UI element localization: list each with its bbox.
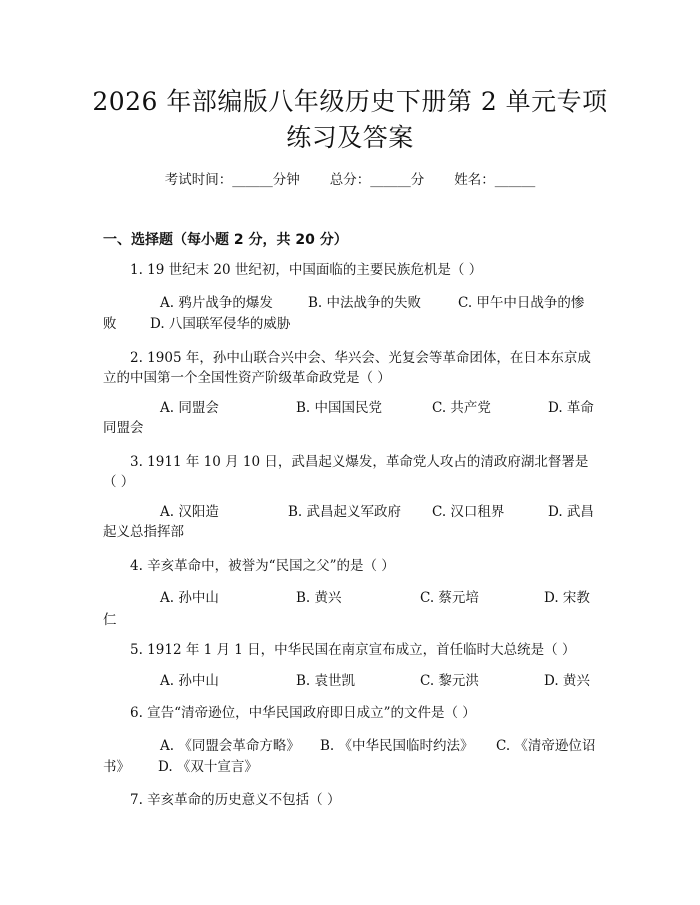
option-c: C. 《清帝逊位诏 [496, 738, 596, 754]
option-a: A. 汉阳造 [160, 504, 219, 520]
option-a: A. 《同盟会革命方略》 [160, 738, 300, 754]
option-d: D. 黄兴 [544, 673, 590, 689]
question-stem-continued: （ ） [103, 474, 135, 490]
name-label: 姓名： [454, 172, 495, 188]
option-d: D. 武昌 [548, 504, 594, 520]
section-heading: 一、选择题（每小题 2 分，共 20 分） [103, 232, 348, 248]
option-d: D. 《双十宣言》 [158, 759, 258, 775]
question-stem: 7. 辛亥革命的历史意义不包括（ ） [130, 792, 341, 808]
option-b: B. 中国国民党 [296, 400, 383, 416]
option-c: C. 蔡元培 [420, 590, 479, 606]
question-stem: 2. 1905 年，孙中山联合兴中会、华兴会、光复会等革命团体，在日本东京成 [130, 350, 591, 366]
exam-info [0, 168, 700, 188]
option-b: B. 袁世凯 [296, 673, 356, 689]
option-wrap: 同盟会 [103, 420, 144, 436]
option-c: C. 共产党 [432, 400, 491, 416]
option-wrap: 书》 [103, 759, 130, 775]
option-wrap: 起义总指挥部 [103, 524, 184, 540]
option-a: A. 鸦片战争的爆发 [160, 295, 273, 311]
document-title-line1: 2026 年部编版八年级历史下册第 2 单元专项 [92, 87, 608, 116]
option-b: B. 武昌起义军政府 [288, 504, 402, 520]
question-stem: 6. 宣告“清帝逊位，中华民国政府即日成立”的文件是（ ） [130, 705, 476, 721]
score-blank: ______ [370, 172, 411, 188]
option-wrap: 败 [103, 316, 117, 332]
option-wrap: 仁 [103, 612, 117, 628]
option-d: D. 宋教 [544, 590, 590, 606]
question-stem: 3. 1911 年 10 月 10 日，武昌起义爆发，革命党人攻占的清政府湖北督署是 [130, 454, 589, 470]
option-c: C. 甲午中日战争的惨 [458, 295, 585, 311]
question-stem: 5. 1912 年 1 月 1 日，中华民国在南京宣布成立，首任临时大总统是（ ） [130, 642, 576, 658]
option-d: D. 革命 [548, 400, 594, 416]
document-title-line2: 练习及答案 [286, 123, 414, 152]
score-unit: 分 [410, 172, 425, 188]
name-blank: ______ [494, 172, 536, 188]
option-a: A. 同盟会 [160, 400, 219, 416]
time-blank: ______ [232, 172, 273, 188]
option-a: A. 孙中山 [160, 590, 219, 606]
time-label: 考试时间： [164, 172, 233, 188]
question-stem: 1. 19 世纪末 20 世纪初，中国面临的主要民族危机是（ ） [130, 262, 483, 278]
question-stem-continued: 立的中国第一个全国性资产阶级革命政党是（ ） [103, 370, 391, 386]
option-b: B. 黄兴 [296, 590, 342, 606]
score-label: 总分： [329, 172, 371, 188]
time-unit: 分钟 [272, 172, 300, 188]
option-a: A. 孙中山 [160, 673, 219, 689]
option-b: B. 中法战争的失败 [308, 295, 422, 311]
option-c: C. 黎元洪 [420, 673, 479, 689]
option-b: B. 《中华民国临时约法》 [320, 738, 474, 754]
question-stem: 4. 辛亥革命中，被誉为“民国之父”的是（ ） [130, 558, 395, 574]
option-d: D. 八国联军侵华的威胁 [150, 316, 291, 332]
option-c: C. 汉口租界 [432, 504, 505, 520]
